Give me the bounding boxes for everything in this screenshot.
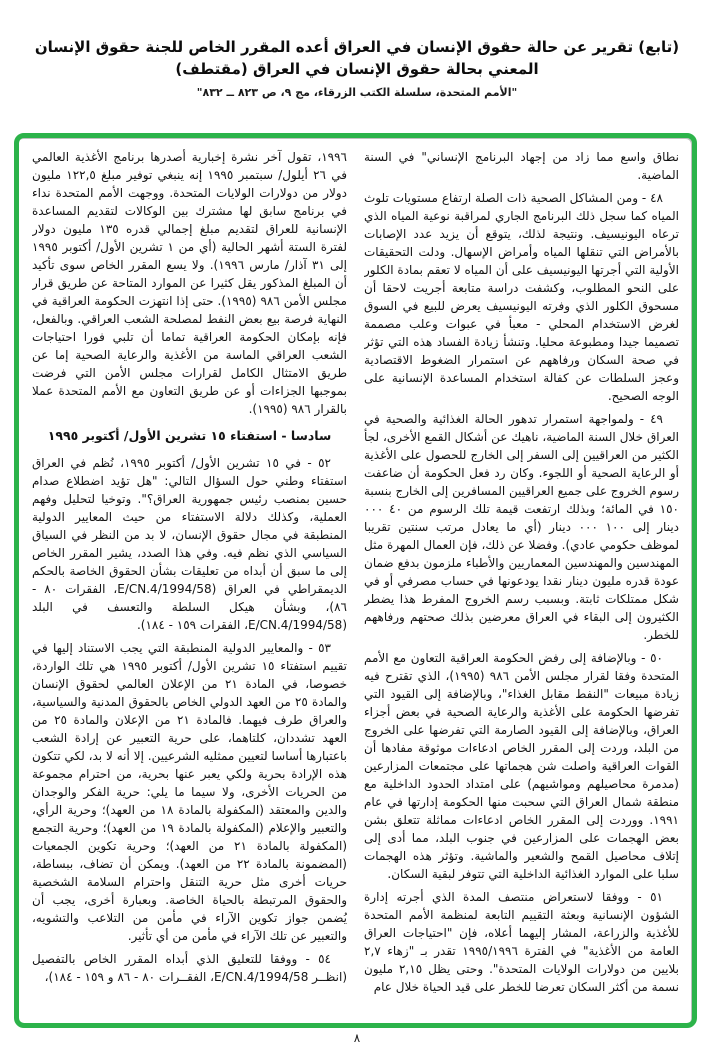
header-title-line-2: المعني بحالة حقوق الإنسان في العراق (مقتطف) [175,60,539,78]
left-column [32,148,347,1015]
paragraph-52: ٥٢ - في ١٥ تشرين الأول/ أكتوبر ١٩٩٥، نُظم في العراق استفتاء وطني حول السؤال التالي: "هل تؤيد اضطلاع صدام حسين بمنصب رئيس جمهورية العراق؟". وتوخيا لتحليل وفهم العملية، وكذلك دلالة الاستفتاء من حيث المعايير الدولية المنطبقة في مجال حقوق الإنسان، لا بد من النظر في السياق السياسي الذي نظم فيه. وفي هذا الصدد، يشير المقرر الخاص إلى ما سبق أن أبداه من تعليقات بشأن الحقوق الخاصة بالحكم الديمقراطي في العراق (E/CN.4/1994/58، الفقرات ٨٠ - ٨٦)، وبشأن هيكل السلطة والتعسف في البلد (E/CN.4/1994/58، الفقرات ١٥٩ - ١٨٤). [32,456,347,632]
paragraph-51: ٥١ - ووفقا لاستعراض منتصف المدة الذي أجرته إدارة الشؤون الإنسانية وبعثة التقييم التابعة لمنظمة الأمم المتحدة للأغذية والزراعة، المشار إليهما أعلاه، فإن "احتياجات العراق العامة من الأغذية" في الفترة ١٩٩٥/١٩٩٦ تقدر بـ "زهاء ٢,٧ بلايين من دولارات الولايات المتحدة". وحتى يظل ٢,١٥ مليون نسمة من أكثر السكان تعرضا للخطر على قيد الحياة خلال عام [364,890,679,994]
paragraph-49: ٤٩ - ولمواجهة استمرار تدهور الحالة الغذائية والصحية في العراق خلال السنة الماضية، ناهيك عن أشكال القمع الأخرى، لجأ الكثير من العراقيين إلى السفر إلى الخارج للحصول على الأغذية أو الرعاية الصحية أو اللجوء. وكان رد فعل الحكومة أن ضاعفت رسوم الخروج على جميع العراقيين المسافرين إلى الخارج بنسبة ١٥٠ في المائة؛ وبذلك ارتفعت قيمة تلك الرسوم من ٤٠ ٠٠٠ دينار إلى ١٠٠ ٠٠٠ دينار (أي ما يعادل مرتب سنتين تقريبا لموظف حكومي عادي). وفضلا عن ذلك، فإن العمال المهرة مثل المهندسين والمهندسين المعماريين والأطباء ملزمون بدفع ضمان عودة قدره مليون دينار نقدا يودعونها في حساب مصرفي أو في شكل ممتلكات ثابتة. وبسبب رسم الخروج المفرط هذا يضطر الكثيرون إلى البقاء في العراق معرضين بذلك صحتهم ورفاههم للخطر. [364,412,679,642]
header-title-line-1: (تابع) تقرير عن حالة حقوق الإنسان في العراق أعده المقرر الخاص للجنة حقوق الإنسان [34,38,680,56]
paragraph-53: ٥٣ - والمعايير الدولية المنطبقة التي يجب الاستناد إليها في تقييم استفتاء ١٥ تشرين الأول/ أكتوبر ١٩٩٥ هي تلك الواردة، خصوصا، في المادة ٢١ من الإعلان العالمي لحقوق الإنسان والمادة ٢٥ من العهد الدولي الخاص بالحقوق المدنية والسياسية، والعراق طرف فيهما. فالمادة ٢١ من الإعلان والمادة ٢٥ من العهد تشددان، كلتاهما، على حرية التعبير عن إرادة الشعب باعتبارها أساسا لتعيين ممثليه الشرعيين. إلا أنه لا بد، لكي تتكون هذه الإرادة بحرية ولكي يعبر عنها بحرية، من احترام مجموعة من الحريات الأخرى، ولا سيما ما يلي: حرية الفكر والوجدان والدين والمعتقد (المكفولة بالمادة ١٨ من العهد)؛ وحرية الرأي، والتعبير والإعلام (المكفولة بالمادة ١٩ من العهد)؛ وحرية التجمع (المكفولة بالمادة ٢١ من العهد)؛ وحرية تكوين الجمعيات (المضمونة بالمادة ٢٢ من العهد). ويمكن أن تضاف، ببساطة، حريات أخرى مثل حرية التنقل واحترام السلامة الشخصية والحقوق المرتبطة بالحياة الخاصة. وبعبارة أخرى، يجب أن يُضمن جواز تكوين الآراء في مأمن من التلاعب والتشويه، والتعبير عن تلك الآراء في مأمن من أي تأثير. [32,641,347,943]
paragraph-54: ٥٤ - ووفقا للتعليق الذي أبداه المقرر الخاص بالتفصيل (انظــر E/CN.4/1994/58، الفقــرات ٨٠ - ٨٦ و ١٥٩ - ١٨٤)، [32,952,347,984]
paragraph-48: ٤٨ - ومن المشاكل الصحية ذات الصلة ارتفاع مستويات تلوث المياه كما سجل ذلك البرنامج الجاري لمراقبة نوعية المياه الذي ترعاه اليونيسيف. ونتيجة لذلك، يتوقع أن يزيد عدد الإصابات بالأمراض التي تنقلها المياه وأمراض الإسهال. ودلت التحقيقات الأولية التي أجرتها اليونيسيف على أن المياه لا تعقم بمادة الكلور على النحو المطلوب، وكشفت دراسة متابعة أجريت لاحقا أن مسحوق الكلور الذي وفرته اليونيسيف يعرض للبيع في السوق لغرض الاستخدام المحلي - معبأ في عبوات وعلب مصممة تصميما جيدا ومطبوعة محليا. وتنشأ زيادة الفساد هذه التي تؤثر في صحة السكان ورفاههم عن استمرار الضغوط الاقتصادية وعجز السلطات عن كفالة استخدام المساعدة الإنسانية على الوجه الصحيح. [364,191,679,403]
header-source-citation: "الأمم المتحدة، سلسلة الكتب الزرقاء، مج ٩، ص ٨٢٣ ــ ٨٣٢" [196,86,518,99]
page-number: ٨ [353,1031,361,1045]
right-column [364,148,679,1015]
paragraph-continuation: ١٩٩٦، تقول آخر نشرة إخبارية أصدرها برنامج الأغذية العالمي في ٢٦ أيلول/ سبتمبر ١٩٩٥ إنه ينبغي توفير مبلغ ١٢٢,٥ مليون دولار من دولارات الولايات المتحدة. ووجهت الأمم المتحدة نداء في برنامج سابق لها مشترك بين الوكالات لتقديم المساعدة الإنسانية للعراق لتقديم مبلغ إجمالي قدره ١٣٥ مليون دولار لفترة الستة أشهر الحالية (أي من ١ تشرين الأول/ أكتوبر ١٩٩٥ إلى ٣١ آذار/ مارس ١٩٩٦). ولا يسع المقرر الخاص سوى تأكيد أن المبلغ المذكور يقل كثيرا عن الموارد المتاحة عن طريق قرار مجلس الأمن ٩٨٦ (١٩٩٥). حتى إذا انتهزت الحكومة العراقية في النهاية فرصة بيع بعض النفط لمصلحة الشعب العراقي. وبالفعل، فإنه بإمكان الحكومة العراقية تماما أن تلبي فورا احتياجات الشعب العراقي الماسة من الأغذية والرعاية الصحية إما عن طريق الامتثال الكامل لقرارات مجلس الأمن التي فرضت بموجبها الجزاءات أو عن طريق التعاون مع الأمم المتحدة عملا بالقرار ٩٨٦ (١٩٩٥). [32,150,347,416]
paragraph-50: ٥٠ - وبالإضافة إلى رفض الحكومة العراقية التعاون مع الأمم المتحدة وفقا لقرار مجلس الأمن ٩٨٦ (١٩٩٥)، الذي تقترح فيه زيادة مبيعات "النفط مقابل الغذاء"، وبالإضافة إلى القيود التي تفرضها الحكومة على الأغذية والرعاية الصحية في بعض أجزاء العراق، وبالإضافة إلى القيود الصارمة التي تفرضها على الخروج من البلد، وردت إلى المقرر الخاص ادعاءات موثوقة مفادها أن القوات العراقية واصلت شن هجماتها على مجتمعات المزارعين (مدمرة محاصيلهم ومواشيهم) على امتداد الحدود الداخلية مع منطقة شمال العراق التي سحبت منها الحكومة إدارتها في عام ١٩٩١. ووردت إلى المقرر الخاص ادعاءات مماثلة تتعلق بشن بعض الهجمات على المزارعين في جنوب البلد، مما أدى إلى إتلاف محاصيل القمح والشعير والماشية. وتؤثر هذه الهجمات سلبا على الموارد الغذائية الداخلية التي تتوفر لبقية السكان. [364,651,679,881]
section-heading-six: سادسا - استفتاء ١٥ تشرين الأول/ أكتوبر ١٩٩٥ [47,428,332,443]
content-frame [14,133,697,1028]
paragraph-continuation: نطاق واسع مما زاد من إجهاد البرنامج الإنساني" في السنة الماضية. [364,150,679,182]
document-header [0,36,714,99]
